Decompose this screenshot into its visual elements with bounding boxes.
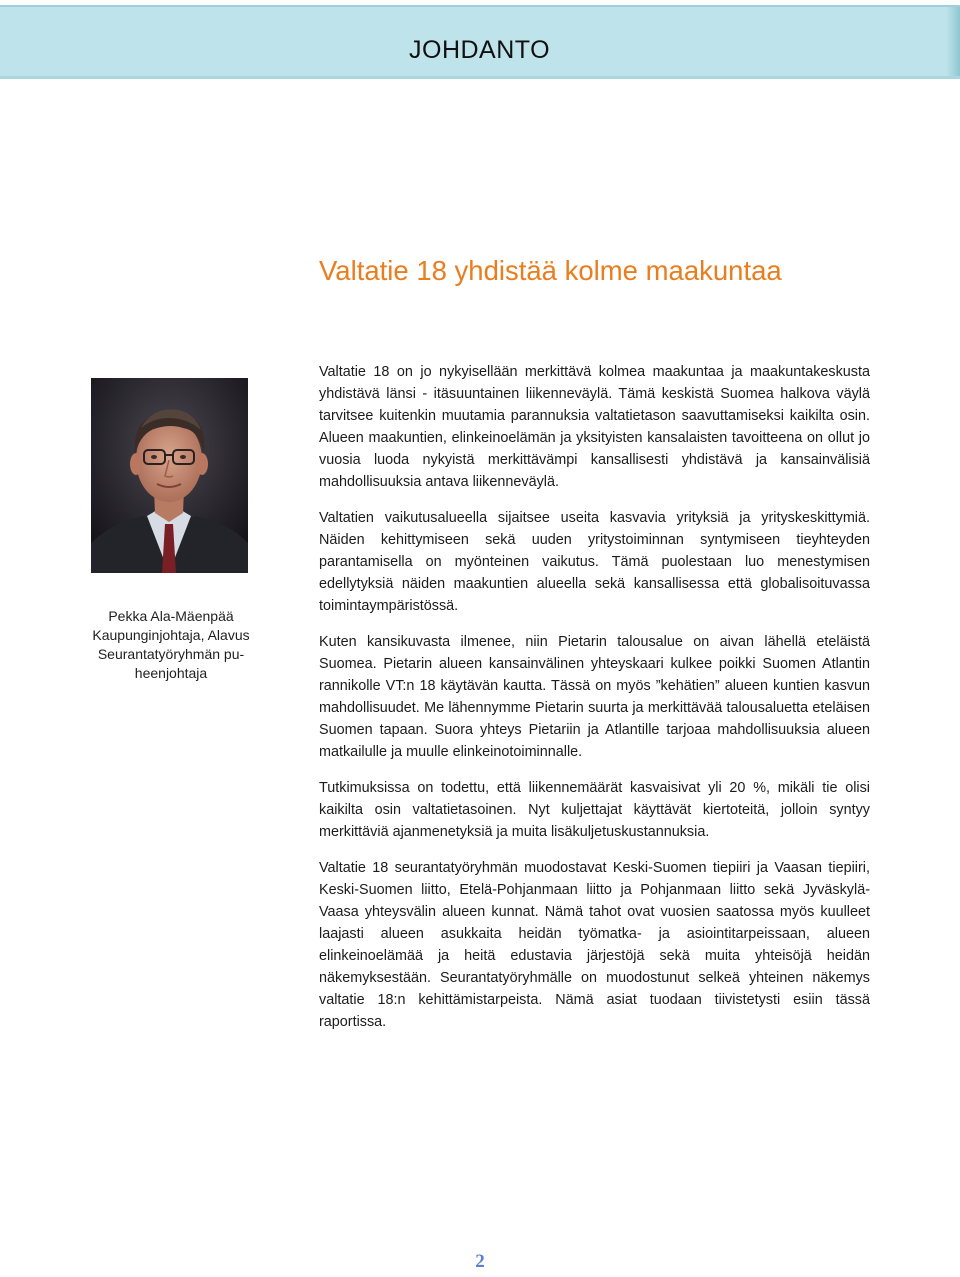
paragraph-3: Kuten kansikuvasta ilmenee, niin Pietarin talousalue on aivan lähellä eteläistä Suomea. Pietarin alueen kansainvälinen yhteyskaari kulkee poikki Suomen Atlantin rannikolle VT:n 18 käytävän kautta. Tässä on myös ”kehätien” alueen kuntien kasvun mahdollisuudet. Me lähennymme Pietarin suurta ja merkittävää talousaluetta eteläisen Suomen tapaan. Suora yhteys Pietariin ja Atlantille tarjoaa mahdollisuuksia alueen matkailulle ja muulle elinkeinotoiminnalle. (319, 634, 870, 760)
article-body (319, 361, 870, 1047)
page-number: 2 (475, 1251, 485, 1272)
article-title: Valtatie 18 yhdistää kolme maakuntaa (319, 255, 782, 286)
photo-caption (82, 607, 260, 683)
portrait-photo (91, 378, 248, 573)
section-heading: JOHDANTO (409, 36, 551, 64)
caption-group-line1: Seurantatyöryhmän pu- (97, 646, 245, 662)
paragraph-4: Tutkimuksissa on todettu, että liikennemäärät kasvaisivat yli 20 %, mikäli tie olisi kaikilta osin valtatietasoinen. Nyt kuljettajat käyttävät kiertoteitä, jolloin syntyy merkittäviä ajanmenetyksiä ja muita lisäkuljetuskustannuksia. (319, 780, 870, 840)
paragraph-5: Valtatie 18 seurantatyöryhmän muodostavat Keski-Suomen tiepiiri ja Vaasan tiepiiri, Keski-Suomen liitto, Etelä-Pohjanmaan liitto ja Pohjanmaan liitto sekä Jyväskylä-Vaasa yhteysvälin alueen kunnat. Nämä tahot ovat vuosien saatossa myös kuulleet laajasti alueen asukkaita heidän työmatka- ja asiointitarpeissaan, alueen elinkeinoelämää ja heitä edustavia järjestöjä sekä muita yhteisöjä heidän näkemyksestään. Seurantatyöryhmälle on muodostunut selkeä yhteinen näkemys valtatie 18:n kehittämistarpeista. Nämä asiat tuodaan tiivistetysti esiin tässä raportissa. (319, 860, 870, 1030)
caption-group-line2: heenjohtaja (134, 665, 208, 681)
caption-name: Pekka Ala-Mäenpää (108, 608, 234, 624)
paragraph-2: Valtatien vaikutusalueella sijaitsee useita kasvavia yrityksiä ja yrityskeskittymiä. Näiden kehittymiseen sekä uuden yritystoiminnan syntymiseen tieyhteyden parantamisella on myönteinen vaikutus. Tämä puolestaan luo menestymisen edellytyksiä näiden maakuntien alueella sekä kansallisessa että globalisoituvassa toimintaympäristössä. (319, 510, 870, 614)
paragraph-1: Valtatie 18 on jo nykyisellään merkittävä kolmea maakuntaa ja maakuntakeskusta yhdistävä länsi - itäsuuntainen liikenneväylä. Tämä keskistä Suomea halkova väylä tarvitsee kuitenkin muutamia parannuksia valtatietason saavuttamiseksi kaikilta osin. Alueen maakuntien, elinkeinoelämän ja yksityisten kansalaisten tavoitteena on ollut jo vuosia luoda nykyistä merkittävämpi kansallisesti yhdistävä ja kansainvälisiä mahdollisuuksia antava liikenneväylä. (319, 364, 870, 490)
caption-role: Kaupunginjohtaja, Alavus (92, 627, 250, 643)
header-band-shade (946, 7, 960, 76)
